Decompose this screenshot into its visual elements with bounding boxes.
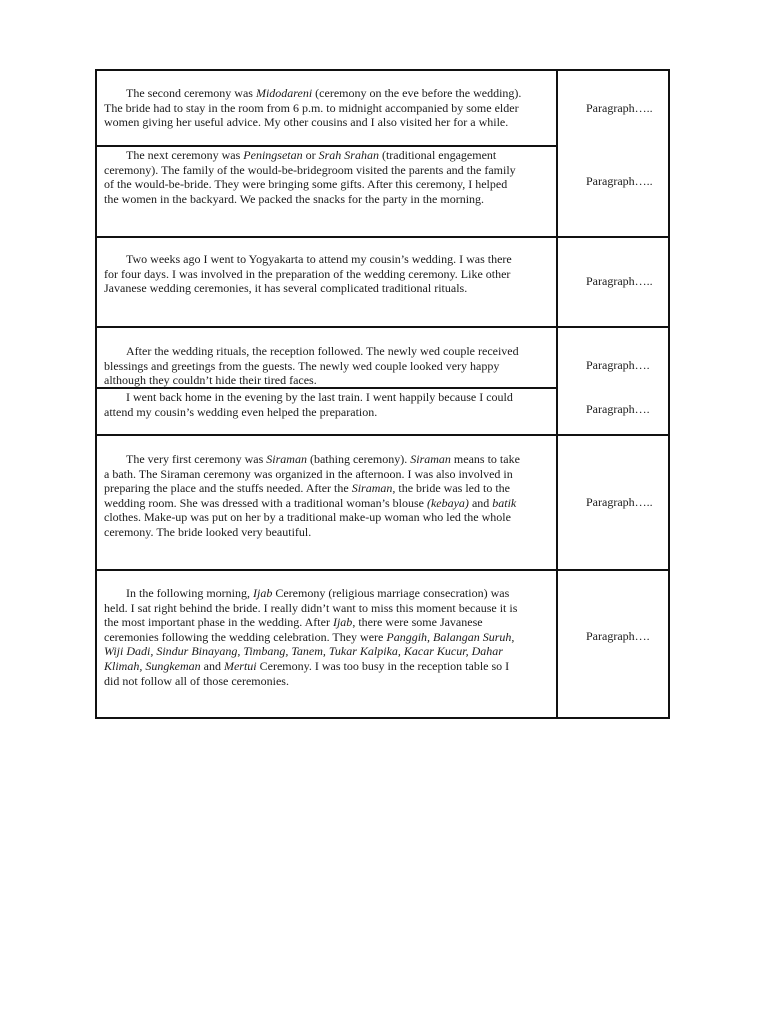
text-segment: I went back home in the evening by the last train. I went happily because I could attend my cousin’s wedding even helped the preparation. [104, 390, 513, 419]
row-divider [95, 145, 558, 147]
text-segment: (bathing ceremony). [306, 452, 411, 466]
italic-term: (kebaya) [426, 495, 469, 510]
paragraph-number-label: Paragraph….. [586, 495, 653, 509]
text-segment: means to take a bath. The Siraman ceremony was organized in the afternoon. I was also involved in preparing the place and the stuffs needed. After the [104, 452, 520, 496]
paragraph-number-label: Paragraph….. [586, 274, 653, 288]
text-segment: and [468, 495, 493, 510]
paragraph-text [104, 390, 524, 419]
paragraph-text [104, 344, 524, 388]
text-segment: The second ceremony was [126, 86, 256, 100]
row-divider [95, 326, 670, 328]
italic-term: Siraman [410, 452, 451, 466]
paragraph-number-label: Paragraph….. [586, 101, 653, 115]
text-segment: The next ceremony was [126, 148, 244, 162]
text-segment: or [302, 148, 319, 162]
row-divider [95, 569, 670, 571]
text-segment: The very first ceremony was [126, 452, 267, 466]
text-segment: and [200, 658, 224, 673]
italic-term: Ijab [332, 615, 353, 630]
text-segment: In the following morning, [126, 586, 253, 600]
paragraph-text [104, 586, 524, 688]
text-segment: Ceremony (religious marriage consecration) was held. I sat right behind the bride. I really didn’t want to miss this moment because it is the most important phase in the wedding. After [104, 586, 518, 630]
text-segment: Ceremony. I was too busy in the reception table so I did not follow all of those ceremonies. [104, 658, 510, 688]
paragraph-text [104, 452, 524, 540]
text-segment: After the wedding rituals, the reception followed. The newly wed couple received blessings and greetings from the guests. The newly wed couple looked very happy although they couldn’t hide their tired faces. [104, 344, 519, 388]
paragraph-number-label: Paragraph…. [586, 629, 650, 643]
paragraph-number-label: Paragraph….. [586, 174, 653, 188]
paragraph-number-label: Paragraph…. [586, 402, 650, 416]
row-divider [95, 236, 670, 238]
paragraph-number-label: Paragraph…. [586, 358, 650, 372]
italic-term: Srah Srahan [318, 148, 379, 162]
italic-term: Mertui [223, 658, 257, 673]
italic-term: batik [492, 495, 517, 510]
text-segment: Two weeks ago I went to Yogyakarta to attend my cousin’s wedding. I was there for four days. I was involved in the preparation of the wedding ceremony. Like other Javanese wedding ceremonies, it has several complicated traditional rituals. [104, 252, 512, 296]
paragraph-text [104, 252, 524, 296]
text-segment: the bride was led to the wedding room. She was dressed with a traditional woman’s blouse [104, 481, 510, 510]
italic-term: Ijab [252, 586, 273, 600]
text-segment: (ceremony on the eve before the wedding). The bride had to stay in the room from 6 p.m. to midnight accompanied by some elder women giving her useful advice. My other cousins and I also visited her for a while. [104, 86, 522, 130]
column-divider [556, 69, 558, 719]
italic-term: Panggih, Balangan Suruh, Wiji Dadi, Sindur Binayang, Timbang, Tanem, Tukar Kalpika, Kacar Kucur, Dahar Klimah, Sungkeman [104, 629, 515, 673]
paragraph-text [104, 86, 524, 130]
italic-term: Siraman, [351, 481, 396, 496]
text-segment: (traditional engagement ceremony). The family of the would-be-bridegroom visited the parents and the family of the would-be-bride. They were bringing some gifts. After this ceremony, I helped the women in the backyard. We packed the snacks for the party in the morning. [104, 148, 516, 206]
row-divider [95, 434, 670, 436]
italic-term: Peningsetan [243, 148, 303, 162]
italic-term: Midodareni [255, 86, 313, 100]
text-segment: clothes. Make-up was put on her by a traditional make-up woman who led the whole ceremony. The bride looked very beautiful. [104, 510, 511, 539]
text-segment: , there were some Javanese ceremonies following the wedding celebration. They were [104, 615, 483, 644]
italic-term: Siraman [266, 452, 307, 466]
paragraph-text [104, 148, 524, 206]
